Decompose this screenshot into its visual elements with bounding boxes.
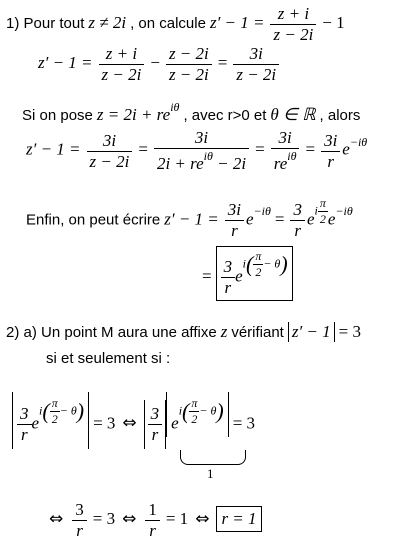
part2-verif: vérifiant	[231, 324, 284, 341]
line3-condition-text: , avec r>0 et	[183, 107, 267, 124]
line4-fraction-a	[87, 131, 133, 172]
line2-lhs: z′ − 1 =	[38, 53, 93, 73]
part2-label: 2) a) Un point M aura une affixe	[6, 324, 217, 341]
fraction-denominator: 2i + reiθ − 2i	[154, 148, 249, 174]
fraction-denominator: z − 2i	[233, 64, 279, 85]
line5-fraction-b	[290, 200, 305, 241]
line4-fraction-d	[321, 131, 340, 172]
equivalence-arrow: ⇔	[122, 413, 137, 434]
fraction-denominator: r	[290, 220, 305, 241]
line5: Enfin, on peut écrire z′ − 1 = $\frac{3i}{r}$ e−iθ = $\frac{3}{r}$ ei $\frac{\pi}{2}$ e−iθ	[26, 196, 353, 241]
line4-fraction-c	[271, 128, 300, 174]
part1-condition: z ≠ 2i	[88, 13, 127, 33]
line3-intro: Si on pose	[22, 107, 93, 124]
part1-lhs: z′ − 1 =	[209, 13, 265, 33]
fraction-denominator: z − 2i	[87, 151, 133, 172]
exp-power: −iθ	[349, 134, 368, 149]
fraction-numerator: z + i	[105, 44, 138, 63]
line6	[202, 246, 293, 301]
line4-lhs: z′ − 1 =	[26, 139, 81, 159]
part2-z: z	[220, 322, 228, 341]
fraction-numerator: 3i	[102, 130, 117, 150]
equals-three: = 3	[338, 322, 361, 341]
line3-expression: z = 2i + re	[96, 105, 171, 124]
line9: ⇔ $\frac{3}{r}$ = 3 ⇔ $\frac{1}{r}$ = 1 ⇔ r = 1	[46, 500, 262, 541]
fraction-numerator: 3i	[324, 130, 338, 150]
part1-minus-one: − 1	[322, 13, 345, 33]
fraction-numerator: 3i	[194, 128, 209, 147]
line5-fraction-a	[225, 200, 244, 241]
part2-cont-text: si et seulement si :	[46, 350, 171, 367]
minus-sign: −	[150, 53, 160, 73]
fraction-numerator: z − 2i	[168, 44, 209, 63]
line2	[38, 44, 281, 85]
fraction-denominator: r	[225, 220, 244, 241]
equivalence-arrow: ⇔	[122, 509, 137, 530]
equals-sign: =	[202, 266, 212, 286]
underbrace	[180, 450, 246, 465]
modulus-exp: ei( $\frac{\pi}{2}$ − θ)	[166, 392, 229, 437]
modulus-expression: z′ − 1	[288, 322, 335, 342]
fraction-numerator: 3i	[227, 200, 242, 220]
line3	[22, 100, 360, 125]
line9-fraction-a: $\frac{3}{r}$	[72, 500, 87, 541]
part1-fraction	[270, 4, 316, 45]
boxed-result: $\frac{3}{r}$ ei( $\frac{\pi}{2}$ − θ)	[216, 246, 293, 301]
part1-compute-text: , on calcule	[130, 15, 206, 33]
part1-line	[6, 4, 345, 45]
final-result-box: r = 1	[216, 506, 261, 532]
line5-intro: Enfin, on peut écrire	[26, 211, 161, 229]
fraction-denominator: r	[321, 151, 340, 172]
exp-base: e	[342, 139, 350, 159]
line2-fraction-a	[99, 44, 145, 85]
line3-alors: , alors	[319, 107, 361, 124]
equivalence-arrow: ⇔	[195, 509, 210, 530]
line8: $\frac{3}{r}$ ei( $\frac{\pi}{2}$ − θ) = 3 ⇔ $\frac{3}{r}$ ei( $\frac{\pi}{2}$ − θ) = 3	[12, 392, 255, 449]
fraction-numerator: 3	[293, 200, 302, 220]
part2-line	[6, 322, 361, 342]
fraction-numerator: 3i	[249, 44, 263, 63]
fraction-numerator: 3i	[278, 128, 292, 147]
modulus-frac: $\frac{3}{r}$	[144, 400, 167, 449]
fraction-denominator: reiθ	[271, 148, 300, 174]
fraction-denominator: z − 2i	[166, 64, 212, 85]
line2-fraction-c	[233, 44, 279, 85]
modulus-left: $\frac{3}{r}$ ei( $\frac{\pi}{2}$ − θ)	[12, 392, 89, 449]
equivalence-arrow: ⇔	[49, 509, 64, 530]
line3-theta: θ ∈ ℝ	[270, 105, 316, 124]
line3-exponent: iθ	[170, 100, 180, 114]
part2-continuation	[46, 350, 170, 368]
line2-fraction-b	[166, 44, 212, 85]
fraction-numerator: z + i	[277, 4, 310, 23]
line5-lhs: z′ − 1 =	[164, 209, 219, 229]
part1-label: 1) Pour tout	[6, 15, 85, 33]
line9-fraction-b: $\frac{1}{r}$	[145, 500, 160, 541]
fraction-denominator: z − 2i	[99, 64, 145, 85]
underbrace-label: 1	[207, 466, 214, 481]
line4: z′ − 1 = $\frac{3i}{z - 2i}$ = $\frac{3i}{\text{2i + reiθ − 2i}}$ = $\frac{3i}{\text{reiθ}}$ = $\frac{3i}{r}$ e−iθ	[26, 128, 368, 173]
line4-fraction-b	[154, 128, 249, 174]
equals-sign: =	[217, 53, 228, 73]
fraction-denominator: z − 2i	[270, 24, 316, 45]
